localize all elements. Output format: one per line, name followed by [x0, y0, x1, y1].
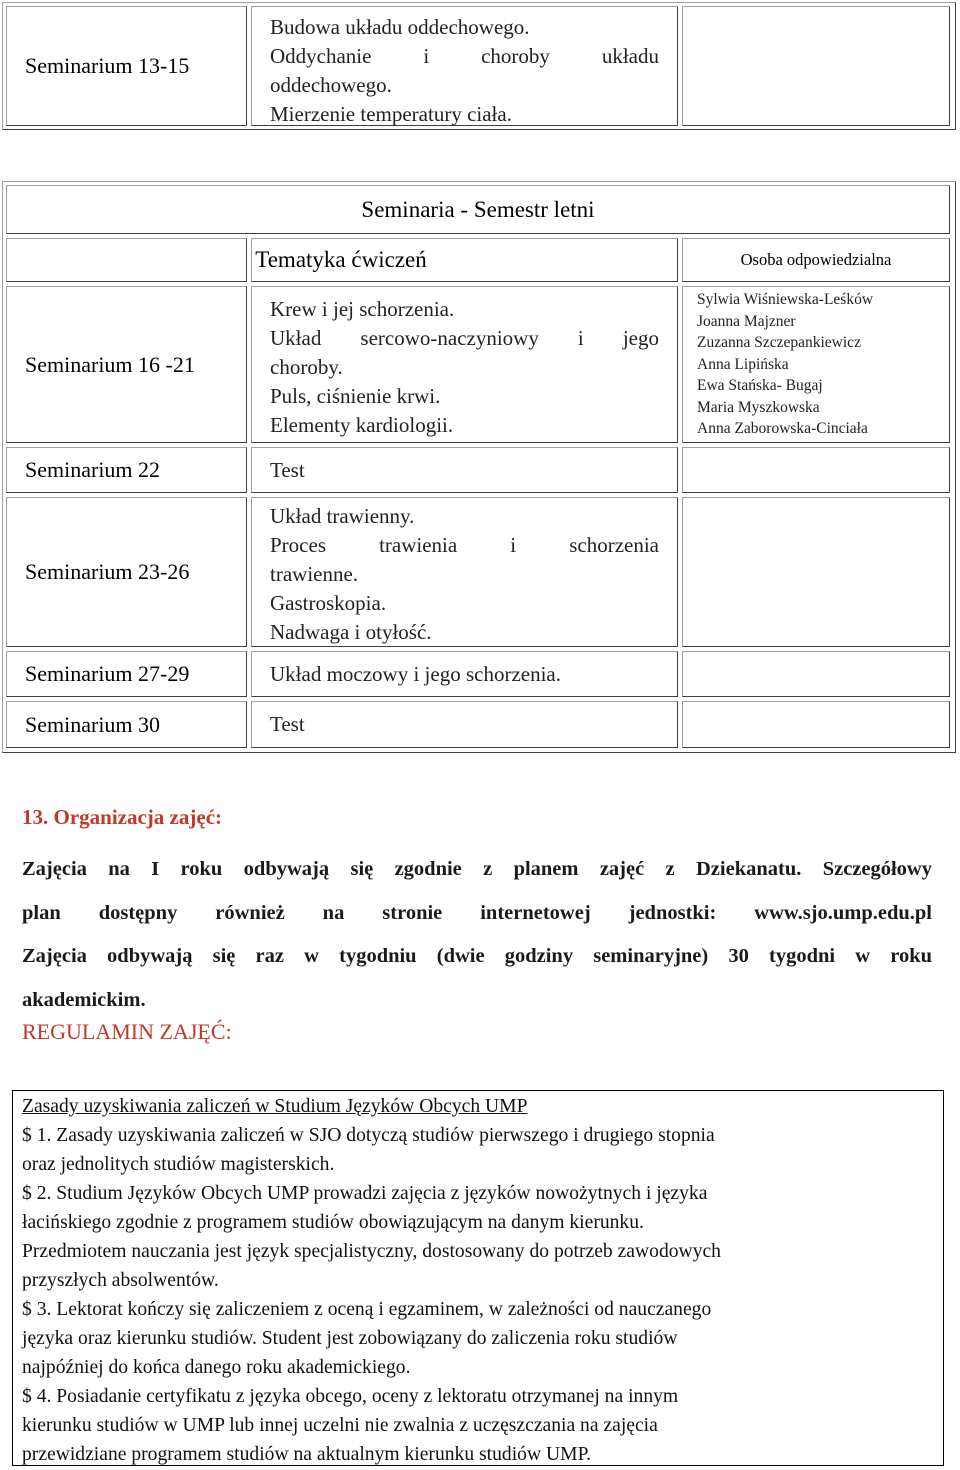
paragraph-line: akademickim.	[22, 989, 146, 1011]
persons-cell	[682, 286, 950, 443]
topic-line: Układ moczowy i jego schorzenia.	[270, 661, 561, 686]
person-30	[682, 701, 950, 748]
row-label-16-21	[6, 286, 247, 443]
paragraph-line: Zajęcia odbywają się raz w tygodniu (dwie godziny seminaryjne) 30 tygodni w roku	[22, 945, 932, 967]
paragraph-1	[22, 847, 932, 935]
topic-13-15	[251, 6, 678, 126]
rules-line: oraz jednolitych studiów magisterskich.	[22, 1154, 335, 1175]
rules-line: $ 3. Lektorat kończy się zaliczeniem z oceną i egzaminem, w zależności od nauczanego	[22, 1299, 712, 1320]
header-topic-text: Tematyka ćwiczeń	[255, 247, 427, 272]
topic-line: Test	[270, 712, 305, 736]
regulamin-heading: REGULAMIN ZAJĘĆ:	[22, 1019, 232, 1044]
person-name: Sylwia Wiśniewska-Leśków	[697, 291, 874, 308]
header-person-text: Osoba odpowiedzialna	[740, 250, 892, 269]
row-label-text: Seminarium 30	[25, 711, 161, 737]
topic-line: Budowa układu oddechowego.	[270, 15, 530, 39]
section-heading: 13. Organizacja zajęć:	[22, 805, 223, 829]
person-name: Zuzanna Szczepankiewicz	[697, 334, 861, 351]
row-label-text: Seminarium 23-26	[25, 559, 190, 584]
person-name: Joanna Majzner	[697, 312, 796, 330]
rules-line: języka oraz kierunku studiów. Student jest zobowiązany do zaliczenia roku studiów	[22, 1328, 678, 1349]
topic-line: Krew i jej schorzenia.	[270, 297, 455, 321]
topic-line: Elementy kardiologii.	[270, 413, 454, 437]
rules-line: $ 4. Posiadanie certyfikatu z języka obcego, oceny z lektoratu otrzymanej na innym	[22, 1386, 679, 1407]
rules-line: kierunku studiów w UMP lub innej uczelni nie zwalnia z uczęszczania na zajęcia	[22, 1415, 658, 1436]
topic-line: Puls, ciśnienie krwi.	[270, 384, 441, 408]
person-27-29	[682, 651, 950, 697]
person-23-26	[682, 497, 950, 647]
row-label-text: Seminarium 13-15	[25, 53, 190, 78]
rules-line: najpóźniej do końca danego roku akademickiego.	[22, 1357, 411, 1378]
topic-line: Proces trawienia i schorzenia	[270, 533, 659, 557]
row-label-27-29	[6, 651, 247, 697]
row-label-22	[6, 447, 247, 493]
topic-16-21	[251, 286, 678, 443]
person-13-15	[682, 6, 950, 126]
rules-box	[12, 1090, 944, 1466]
topic-line: Układ sercowo-naczyniowy i jego	[270, 326, 659, 350]
person-name: Anna Zaborowska-Cinciała	[697, 420, 868, 437]
person-name: Ewa Stańska- Bugaj	[697, 377, 823, 394]
row-label-30	[6, 701, 247, 748]
rules-line: $ 2. Studium Języków Obcych UMP prowadzi zajęcia z języków nowożytnych i języka	[22, 1183, 708, 1204]
rules-text	[13, 1091, 943, 1469]
table-title-text: Seminaria - Semestr letni	[361, 196, 595, 222]
topic-line: oddechowego.	[270, 73, 392, 97]
topic-23-26	[251, 497, 678, 647]
paragraph-line: plan dostępny również na stronie internetowej jednostki: www.sjo.ump.edu.pl	[22, 902, 932, 924]
topic-line: choroby.	[270, 355, 343, 379]
topic-22	[251, 447, 678, 493]
header-empty	[6, 238, 247, 282]
paragraph-line: Zajęcia na I roku odbywają się zgodnie z planem zajęć z Dziekanatu. Szczegółowy	[22, 858, 932, 880]
person-name: Anna Lipińska	[697, 355, 789, 373]
person-name: Maria Myszkowska	[697, 398, 820, 416]
row-label-text: Seminarium 27-29	[25, 661, 190, 686]
row-label-text: Seminarium 22	[25, 457, 161, 482]
rules-line: łacińskiego zgodnie z programem studiów obowiązującym na danym kierunku.	[22, 1212, 644, 1233]
topic-line: Nadwaga i otyłość.	[270, 620, 432, 644]
rules-line: przyszłych absolwentów.	[22, 1270, 219, 1291]
table-title	[6, 185, 950, 234]
topic-line: Gastroskopia.	[270, 591, 387, 615]
row-label-23-26	[6, 497, 247, 647]
row-label-13-15	[6, 6, 247, 126]
header-topic-frame	[251, 238, 678, 282]
rules-line: przewidziane programem studiów na aktualnym kierunku studiów UMP.	[22, 1444, 592, 1465]
rules-line: Przedmiotem nauczania jest język specjalistyczny, dostosowany do potrzeb zawodowych	[22, 1241, 721, 1262]
rules-line: $ 1. Zasady uzyskiwania zaliczeń w SJO dotyczą studiów pierwszego i drugiego stopnia	[22, 1125, 715, 1146]
row-label-text: Seminarium 16 -21	[25, 351, 195, 377]
topic-27-29	[251, 651, 678, 697]
topic-line: trawienne.	[270, 562, 359, 586]
rules-title: Zasady uzyskiwania zaliczeń w Studium Języków Obcych UMP	[22, 1096, 528, 1117]
person-22	[682, 447, 950, 493]
topic-line: Oddychanie i choroby układu	[270, 44, 659, 68]
topic-30	[251, 701, 678, 748]
topic-line: Układ trawienny.	[270, 504, 415, 528]
topic-line: Test	[270, 457, 305, 482]
paragraph-2	[22, 934, 932, 1022]
topic-line: Mierzenie temperatury ciała.	[270, 102, 512, 126]
header-person	[682, 238, 950, 282]
